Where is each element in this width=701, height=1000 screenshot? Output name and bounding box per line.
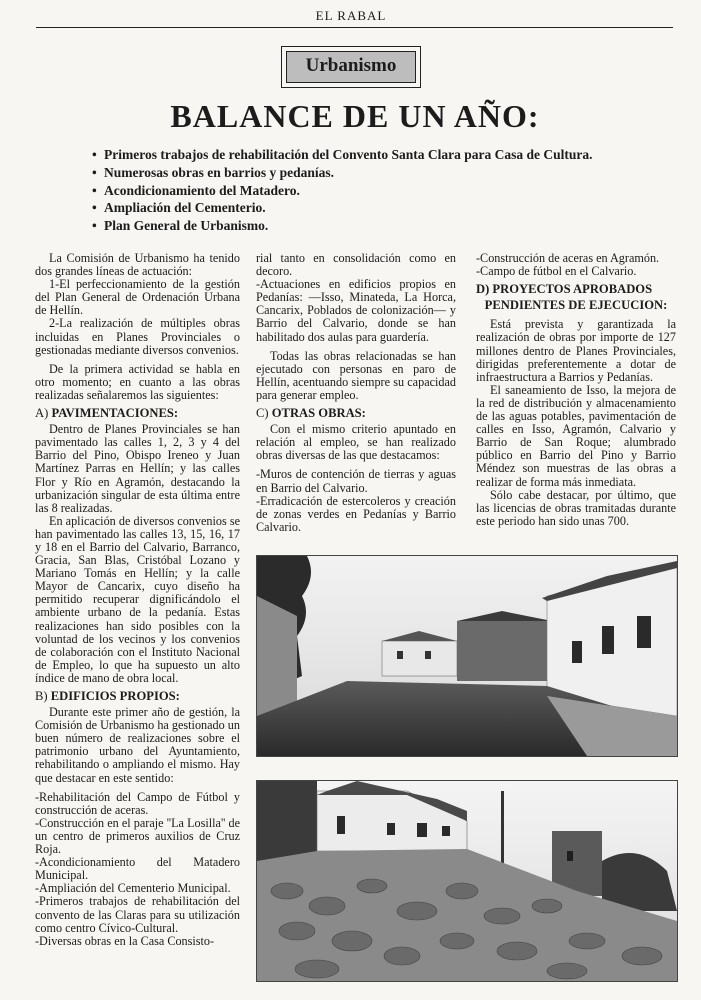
article-column-2 (256, 252, 456, 534)
paragraph: 2-La realización de múltiples obras incluidas en Planes Provinciales o gestionadas mediante diversos convenios. (35, 316, 240, 357)
paragraph: Sólo cabe destacar, por último, que las licencias de obras tramitadas durante este periodo han sido unas 700. (476, 487, 676, 528)
bullet-item: • Numerosas obras en barrios y pedanías. (92, 164, 335, 180)
paragraph: La Comisión de Urbanismo ha tenido dos grandes líneas de actuación: (35, 251, 240, 279)
list-item: -Diversas obras en la Casa Consisto- (35, 933, 215, 948)
bullet-item: • Primeros trabajos de rehabilitación del Convento Santa Clara para Casa de Cultura. (92, 147, 593, 162)
paragraph: Durante este primer año de gestión, la Comisión de Urbanismo ha gestionado un buen número de realizaciones sobre el patrimonio urbano del Ayuntamiento, rehabilitando o ampliando el mismo. Hay que destacar en este sentido: (35, 705, 240, 785)
list-item: -Actuaciones en edificios propios en Pedanías: —Isso, Minateda, La Horca, Cancarix, Poblados de colonización— y Barrio del Calvario, donde se han habilitado dos aulas para guardería. (256, 277, 456, 344)
list-item: -Ampliación del Cementerio Municipal. (35, 881, 231, 896)
list-item: -Muros de contención de tierras y aguas en Barrio del Calvario. (256, 467, 456, 495)
paragraph: El saneamiento de Isso, la mejora de la red de distribución y almacenamiento de las aguas potables, pavimentación de calles en Isso, Agramón, Calvario y Barrio de San Roque; alumbrado público en Barrio del Pino y Barrio Méndez son muestras de las obras a realizar de forma más inmediata. (476, 382, 676, 489)
list-item: -Acondicionamiento del Matadero Municipal. (35, 855, 240, 883)
paragraph: Está prevista y garantizada la realización de obras por importe de 127 millones dentro de Planes Provinciales, dirigidas preferentemente a dotar de infraestructura a Barrios y Pedanías. (476, 317, 676, 384)
list-item: -Construcción en el paraje ''La Losilla'' de un centro de primeros auxilios de Cruz Roja. (35, 815, 240, 857)
section-label-box (281, 46, 421, 88)
section-heading-d: D) PROYECTOS APROBADOS (476, 282, 653, 297)
summary-bullets (92, 146, 662, 235)
section-heading-d-line2: PENDIENTES DE EJECUCION: (484, 298, 668, 313)
article-column-1 (35, 252, 240, 948)
bullet-icon: • (92, 200, 97, 216)
paragraph: En aplicación de diversos convenios se han pavimentado las calles 13, 15, 16, 17 y 18 en el Barrio del Calvario, Barranco, Gracia, San Blas, Cristóbal Lozano y Mariano Tomás en Hellín; y la calle Mayor de Cancarix, cuyo diseño ha permitido recuperar dignificándolo el ambiente urbano de la pedanía. Estas realizaciones han sido posibles con la voluntad de los vecinos y los convenios de colaboración con el Instituto Nacional de Empleo, lo que ha supuesto un alto índice de mano de obra local. (35, 513, 240, 685)
list-item: -Construcción de aceras en Agramón. (476, 251, 660, 265)
bullet-icon: • (92, 182, 97, 198)
list-item: -Campo de fútbol en el Calvario. (476, 264, 637, 279)
section-heading-b: B) EDIFICIOS PROPIOS: (35, 689, 180, 703)
headline: BALANCE DE UN AÑO: (170, 98, 540, 134)
list-item: -Rehabilitación del Campo de Fútbol y construcción de aceras. (35, 789, 240, 817)
bullet-icon: • (92, 164, 97, 180)
bullet-item: • Acondicionamiento del Matadero. (92, 182, 300, 198)
section-label: Urbanismo (286, 51, 416, 83)
wall-photo (256, 780, 678, 982)
bullet-icon: • (92, 147, 97, 162)
paragraph: rial tanto en consolidación como en decoro. (256, 251, 456, 279)
list-item: -Primeros trabajos de rehabilitación del convento de las Claras para su utilización como centro Cívico-Cultural. (35, 894, 240, 935)
street-photo (256, 555, 678, 757)
paragraph: Todas las obras relacionadas se han ejecutado con personas en paro de Hellín, acentuando siempre su capacidad para generar empleo. (256, 348, 456, 402)
bullet-item: • Ampliación del Cementerio. (92, 200, 266, 216)
paragraph: 1-El perfeccionamiento de la gestión del Plan General de Ordenación Urbana de Hellín. (35, 277, 240, 318)
article-column-3 (476, 252, 676, 528)
section-heading-c: C) OTRAS OBRAS: (256, 406, 366, 421)
paragraph: Con el mismo criterio apuntado en relación al empleo, se han realizado obras diversas de las que destacamos: (256, 422, 456, 463)
bullet-item: • Plan General de Urbanismo. (92, 218, 269, 234)
header-rule (36, 27, 673, 28)
paragraph: De la primera actividad se habla en otro momento; en cuanto a las obras realizadas señalaremos las siguientes: (35, 361, 240, 402)
paragraph: Dentro de Planes Provinciales se han pavimentado las calles 1, 2, 3 y 4 del Barrio del Pino, Obispo Ireneo y Juan Martínez Parras en Hellín; y las calles Flor y Río en Agramón, destacando la urbanización singular de esta última entre las 8 realizadas. (35, 422, 240, 515)
section-heading-a: A) PAVIMENTACIONES: (35, 406, 179, 421)
list-item: -Erradicación de estercoleros y creación de zonas verdes en Pedanías y Barrio Calvario. (256, 493, 456, 534)
running-header: EL RABAL (315, 8, 387, 23)
bullet-icon: • (92, 218, 97, 234)
